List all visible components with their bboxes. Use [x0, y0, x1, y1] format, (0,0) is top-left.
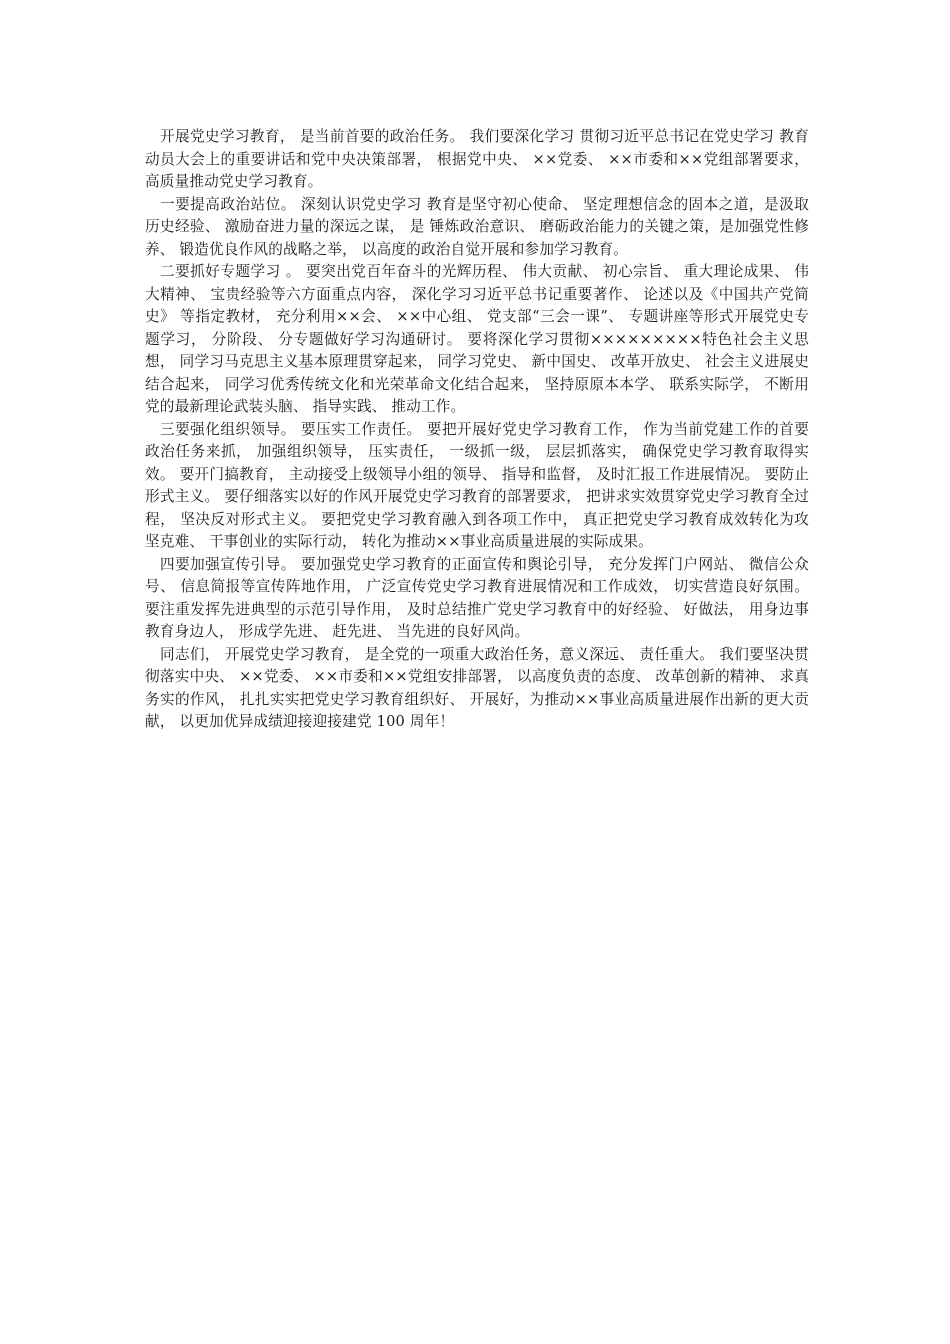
paragraph-political-stance: 一要提高政治站位。 深刻认识党史学习 教育是坚守初心使命、 坚定理想信念的固本之道，是汲取历史经验、 激励奋进力量的深远之谋， 是 锤炼政治意识、 磨砺政治能力的关键之策，是加强党性修养、 锻造优良作风的战略之举， 以高度的政治自觉开展和参加学习教育。	[145, 195, 809, 258]
document-body	[145, 126, 809, 734]
paragraph-organization-leadership: 三要强化组织领导。 要压实工作责任。 要把开展好党史学习教育工作， 作为当前党建工作的首要政治任务来抓， 加强组织领导， 压实责任， 一级抓一级， 层层抓落实， 确保党史学习教育取得实效。 要开门搞教育， 主动接受上级领导小组的领导、 指导和监督， 及时汇报工作进展情况。 要防止形式主义。 要仔细落实以好的作风开展党史学习教育的部署要求， 把讲求实效贯穿党史学习教育全过程， 坚决反对形式主义。 要把党史学习教育融入到各项工作中， 真正把党史学习教育成效转化为攻坚克难、 干事创业的实际行动， 转化为推动××事业高质量进展的实际成果。	[145, 420, 809, 550]
paragraph-conclusion: 同志们， 开展党史学习教育， 是全党的一项重大政治任务，意义深远、 责任重大。 我们要坚决贯彻落实中央、 ××党委、 ××市委和××党组安排部署， 以高度负责的态度、 改革创新的精神、 求真务实的作风， 扎扎实实把党史学习教育组织好、 开展好，为推动××事业高质量进展作出新的更大贡献， 以更加优异成绩迎接迎接建党 100 周年！	[145, 645, 809, 730]
paragraph-intro: 开展党史学习教育， 是当前首要的政治任务。 我们要深化学习 贯彻习近平总书记在党史学习 教育动员大会上的重要讲话和党中央决策部署， 根据党中央、 ××党委、 ××市委和××党组部署要求， 高质量推动党史学习教育。	[145, 128, 809, 190]
paragraph-publicity-guidance: 四要加强宣传引导。 要加强党史学习教育的正面宣传和舆论引导， 充分发挥门户网站、 微信公众号、 信息简报等宣传阵地作用， 广泛宣传党史学习教育进展情况和工作成效， 切实营造良好氛围。 要注重发挥先进典型的示范引导作用， 及时总结推广党史学习教育中的好经验、 好做法， 用身边事教育身边人， 形成学先进、 赶先进、 当先进的良好风尚。	[145, 555, 809, 640]
paragraph-special-study: 二要抓好专题学习 。 要突出党百年奋斗的光辉历程、 伟大贡献、 初心宗旨、 重大理论成果、 伟大精神、 宝贵经验等六方面重点内容， 深化学习习近平总书记重要著作、 论述以及《中国共产党简史》 等指定教材， 充分利用××会、 ××中心组、 党支部“三会一课”、 专题讲座等形式开展党史专题学习， 分阶段、 分专题做好学习沟通研讨。 要将深化学习贯彻×××××××××特色社会主义思想， 同学习马克思主义基本原理贯穿起来， 同学习党史、 新中国史、 改革开放史、 社会主义进展史结合起来， 同学习优秀传统文化和光荣革命文化结合起来， 坚持原原本本学、 联系实际学， 不断用党的最新理论武装头脑、 指导实践、 推动工作。	[145, 263, 809, 415]
